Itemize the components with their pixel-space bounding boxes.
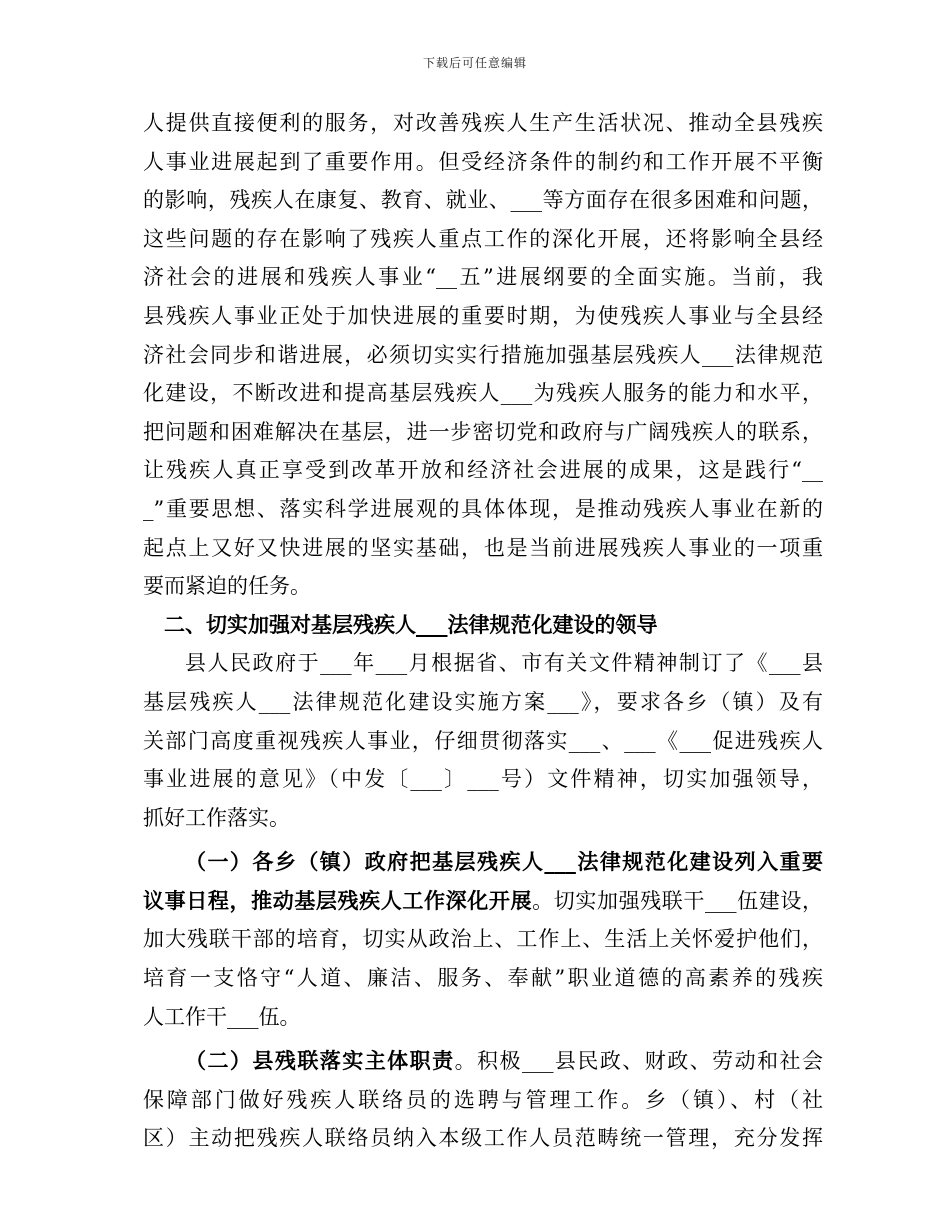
text-line: 起点上又好又快进展的坚实基础，也是当前进展残疾人事业的一项重 <box>143 535 823 560</box>
text-line: 事业进展的意见》（中发〔___〕___号）文件精神，切实加强领导， <box>143 767 823 792</box>
text-line: 这些问题的存在影响了残疾人重点工作的深化开展，还将影响全县经 <box>143 226 823 251</box>
text-line: 基层残疾人___法律规范化建设实施方案___》，要求各乡（镇）及有 <box>143 689 823 714</box>
section-heading: 二、切实加强对基层残疾人___法律规范化建设的领导 <box>164 611 658 637</box>
text-line: 要而紧迫的任务。 <box>143 574 311 599</box>
text-line: 区）主动把残疾人联络员纳入本级工作人员范畴统一管理，充分发挥 <box>143 1126 823 1151</box>
text-line: 济社会的进展和残疾人事业“__五”进展纲要的全面实施。当前，我 <box>143 265 823 290</box>
text-line: _”重要思想、落实科学进展观的具体体现，是推动残疾人事业在新的 <box>143 496 823 521</box>
item-1-paragraph <box>143 843 823 1036</box>
text-line: 化建设，不断改进和提高基层残疾人___为残疾人服务的能力和水平， <box>143 381 823 406</box>
section-2-paragraph <box>143 644 823 837</box>
item-1-title: （一）各乡（镇）政府把基层残疾人___法律规范化建设列入重要 <box>185 849 823 875</box>
text-line: 加大残联干部的培育，切实从政治上、工作上、生活上关怀爱护他们， <box>143 927 823 952</box>
item-1-title-cont: 议事日程，推动基层残疾人工作深化开展 <box>143 887 533 913</box>
document-body <box>143 104 823 1158</box>
text-line: 济社会同步和谐进展，必须切实实行措施加强基层残疾人___法律规范 <box>143 342 823 367</box>
text-line: 人工作干___伍。 <box>143 1004 301 1029</box>
text-line: 抓好工作落实。 <box>143 805 290 830</box>
text-line <box>143 1042 823 1081</box>
text-line: 人事业进展起到了重要作用。但受经济条件的制约和工作开展不平衡 <box>143 149 823 174</box>
text-line: 人提供直接便利的服务，对改善残疾人生产生活状况、推动全县残疾 <box>143 111 823 135</box>
text-line: 县人民政府于___年___月根据省、市有关文件精神制订了《___县 <box>185 651 823 676</box>
text-line: 的影响，残疾人在康复、教育、就业、___等方面存在很多困难和问题， <box>143 188 823 213</box>
item-1-text: 。切实加强残联干___伍建设， <box>532 888 823 913</box>
item-2-title: （二）县残联落实主体职责 <box>185 1048 455 1074</box>
text-line <box>143 882 823 921</box>
item-2-text: 。积极___县民政、财政、劳动和社会 <box>454 1049 823 1074</box>
text-line: 把问题和困难解决在基层，进一步密切党和政府与广阔残疾人的联系， <box>143 419 823 444</box>
text-line: 保障部门做好残疾人联络员的选聘与管理工作。乡（镇）、村（社 <box>143 1087 823 1112</box>
text-line: 培育一支恪守“人道、廉洁、服务、奉献”职业道德的高素养的残疾 <box>143 966 823 991</box>
text-line: 县残疾人事业正处于加快进展的重要时期，为使残疾人事业与全县经 <box>143 303 823 328</box>
text-line: 让残疾人真正享受到改革开放和经济社会进展的成果，这是践行“__ <box>143 458 823 483</box>
item-2-paragraph <box>143 1042 823 1158</box>
text-line: 关部门高度重视残疾人事业，仔细贯彻落实___、___《___促进残疾人 <box>143 728 823 753</box>
page-header: 下载后可任意编辑 <box>422 56 527 70</box>
paragraph-1 <box>143 104 823 606</box>
